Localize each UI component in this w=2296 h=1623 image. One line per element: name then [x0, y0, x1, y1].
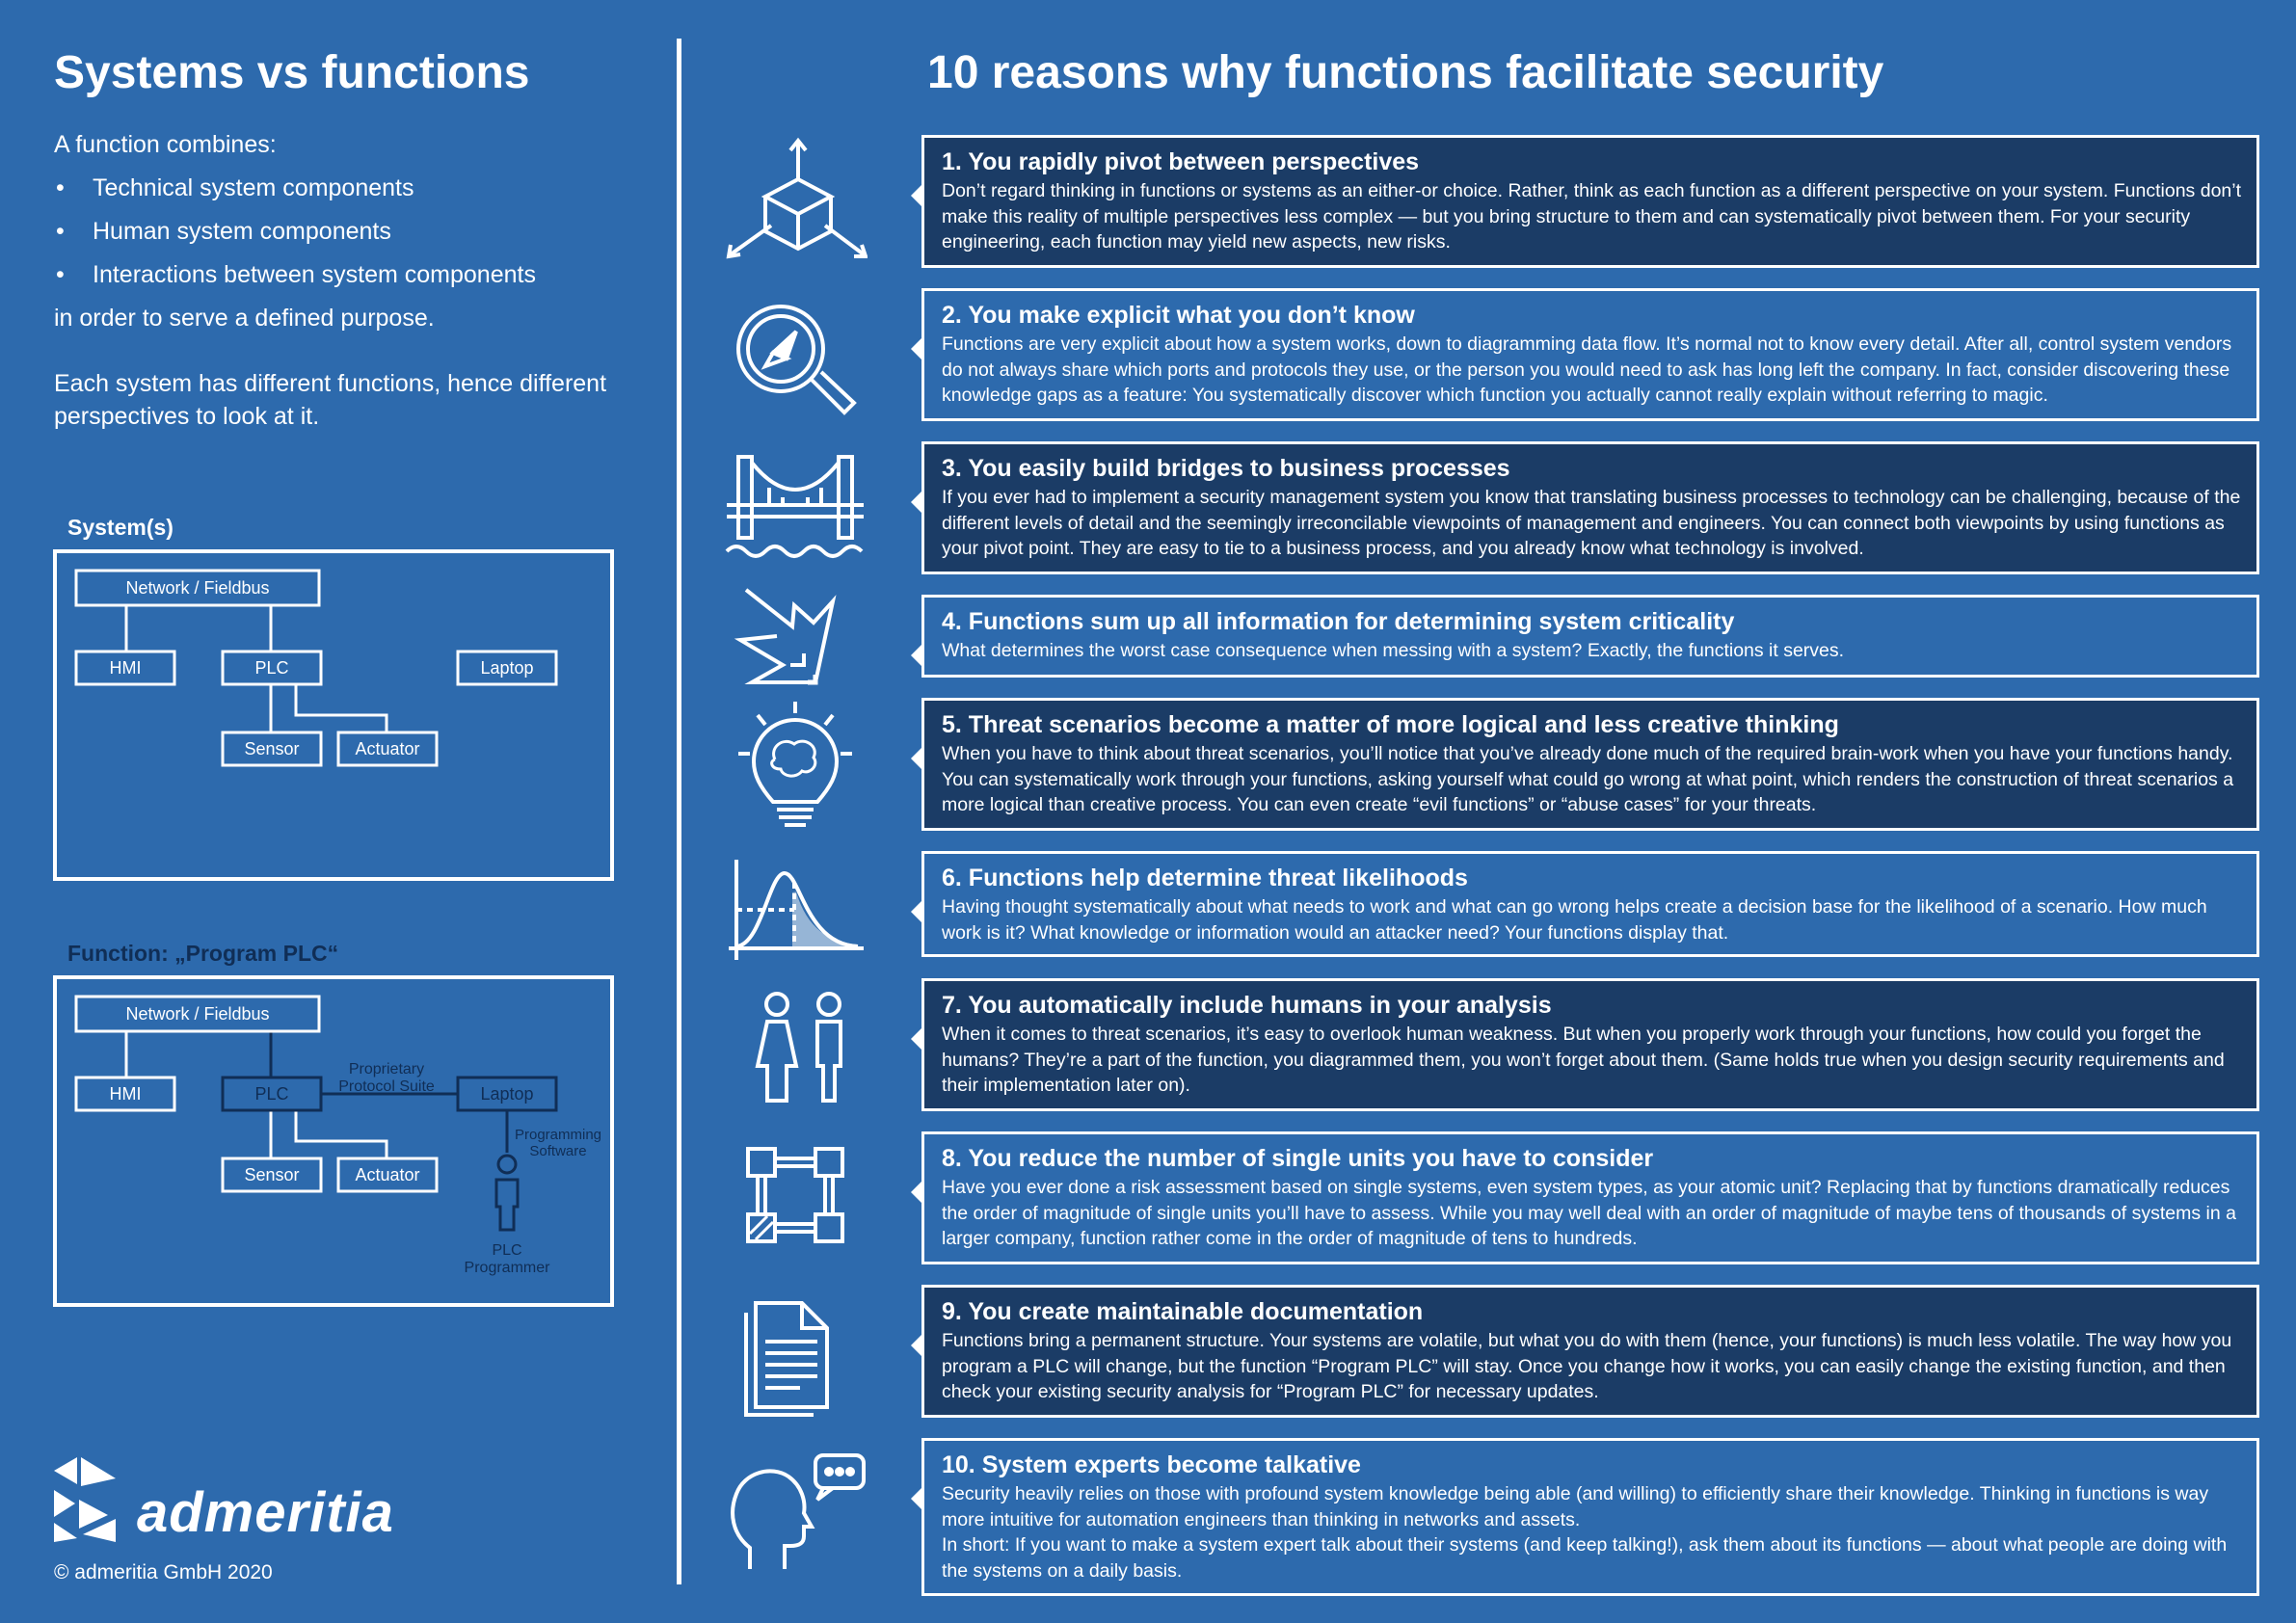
- svg-text:Sensor: Sensor: [244, 1165, 300, 1184]
- connected-units-icon: [723, 1137, 868, 1263]
- reason-8: [921, 1131, 2259, 1264]
- list-item: • Human system components: [54, 210, 652, 253]
- programmer-label: Programmer: [464, 1260, 550, 1276]
- documents-icon: [723, 1291, 868, 1417]
- brand-name: admeritia: [137, 1481, 394, 1544]
- reason-4: [921, 595, 2259, 678]
- reason-7: [921, 978, 2259, 1111]
- reason-2: [921, 288, 2259, 421]
- magnifier-compass-icon: [723, 295, 868, 420]
- bridge-icon: [723, 449, 868, 574]
- node-actuator: [338, 732, 437, 765]
- component-list: [54, 167, 652, 297]
- svg-text:PLC: PLC: [254, 1084, 289, 1104]
- svg-text:Network / Fieldbus: Network / Fieldbus: [125, 1004, 270, 1024]
- left-title: Systems vs functions: [54, 47, 530, 98]
- admeritia-logo-icon: [54, 1457, 116, 1542]
- reason-text: Having thought systematically about what needs to work and what can go wrong helps create a decision base for the likelihood of a scenario. How much work is it? What knowledge or information would an attacker need? Your functions display that.: [942, 896, 2207, 944]
- svg-text:Network / Fieldbus: Network / Fieldbus: [125, 578, 270, 598]
- reason-title: 6. Functions help determine threat likelihoods: [942, 865, 1468, 891]
- intro-text: [54, 123, 652, 433]
- svg-text:PLC: PLC: [254, 658, 289, 678]
- reason-1: [921, 135, 2259, 268]
- reason-text: Have you ever done a risk assessment based on single systems, even system types, as your atomic unit? Replacing that by functions dramatically reduces the order of magnitude of single units you’ll have to assess. While you may well deal with an order of magnitude of maybe tens of thousands of systems in a larger company, function rather come in the order of magnitude of tens to hundreds.: [942, 1177, 2236, 1249]
- reason-title: 2. You make explicit what you don’t know: [942, 302, 1415, 329]
- node-hmi: [76, 652, 174, 684]
- reason-text: What determines the worst case consequence when messing with a system? Exactly, the functions it serves.: [942, 640, 1845, 661]
- node-network: [76, 571, 319, 605]
- node-sensor: [223, 732, 321, 765]
- reason-title: 3. You easily build bridges to business processes: [942, 455, 1510, 482]
- list-item: • Technical system components: [54, 167, 652, 210]
- reason-text: When it comes to threat scenarios, it’s easy to overlook human weakness. But when you properly work through your functions, how could you forget the humans? They’re a part of the function, you diagrammed them, you won’t forget about them. (Same holds true when you design security requirements and their implementation later on).: [942, 1024, 2225, 1096]
- svg-text:Laptop: Laptop: [480, 1084, 534, 1104]
- reason-text: Functions bring a permanent structure. Your systems are volatile, but what you do with them (hence, your functions) is much less volatile. The way how you program a PLC will change, but the function “Program PLC” will stay. Once you change how it works, you can easily change the existing function, and then check your existing security analysis for “Program PLC” for necessary updates.: [942, 1330, 2232, 1402]
- node-laptop: [458, 652, 556, 684]
- right-title: 10 reasons why functions facilitate security: [927, 47, 1884, 98]
- impact-icon: [723, 582, 868, 707]
- protocol-label: Protocol Suite: [338, 1078, 435, 1095]
- reason-9: [921, 1285, 2259, 1418]
- node-laptop: [458, 1078, 556, 1110]
- reason-text: When you have to think about threat scenarios, you’ll notice that you’ve already done much of the required brain-work when you have your functions handy. You can systematically work through your functions, asking yourself what could go wrong at what point, which renders the construction of threat scenarios a more logical than creative process. You can even create “evil functions” or “abuse cases” for your threats.: [942, 743, 2234, 815]
- reason-3: [921, 441, 2259, 574]
- perspectives-text: Each system has different functions, hence different perspectives to look at it.: [54, 370, 607, 430]
- reason-title: 7. You automatically include humans in your analysis: [942, 992, 1552, 1019]
- reason-title: 5. Threat scenarios become a matter of more logical and less creative thinking: [942, 711, 1839, 738]
- svg-text:Actuator: Actuator: [355, 739, 420, 758]
- system-diagram: [53, 549, 616, 883]
- lightbulb-brain-icon: [723, 702, 868, 827]
- reason-title: 1. You rapidly pivot between perspectives: [942, 148, 1420, 175]
- node-sensor: [223, 1158, 321, 1191]
- svg-text:Laptop: Laptop: [480, 658, 534, 678]
- node-plc: [223, 1078, 321, 1110]
- node-plc: [223, 652, 321, 684]
- reason-title: 9. You create maintainable documentation: [942, 1298, 1424, 1325]
- software-label: Programming: [514, 1127, 602, 1143]
- reason-text: If you ever had to implement a security management system you know that translating business processes to technology can be challenging, because of the different levels of detail and the seemingly irreconcilable viewpoints of management and engineers. You can connect both viewpoints by using functions as your pivot point. They are easy to tie to a business process, and you already know what technology is involved.: [942, 487, 2241, 559]
- svg-text:Actuator: Actuator: [355, 1165, 420, 1184]
- reason-6: [921, 851, 2259, 957]
- reason-title: 8. You reduce the number of single units you have to consider: [942, 1145, 1654, 1172]
- svg-text:HMI: HMI: [109, 1084, 142, 1104]
- node-network: [76, 997, 319, 1031]
- people-icon: [723, 983, 868, 1108]
- svg-text:Sensor: Sensor: [244, 739, 300, 758]
- programmer-figure: [496, 1156, 518, 1230]
- column-divider: [677, 39, 681, 1584]
- protocol-label: Proprietary: [348, 1061, 425, 1078]
- list-item: • Interactions between system components: [54, 253, 652, 297]
- function-diagram-label: Function: „Program PLC“: [67, 941, 339, 966]
- talking-head-icon: [723, 1446, 868, 1571]
- programmer-label: PLC: [492, 1242, 522, 1259]
- reason-title: 4. Functions sum up all information for determining system criticality: [942, 608, 1735, 635]
- reason-text: Security heavily relies on those with profound system knowledge being able (and willing) to efficiently share their knowledge. Thinking in functions is way more intuitive for automation engineers than thinking in networks and assets. In short: If you want to make a system expert talk about their systems (and keep talking!), ask them about its functions — about what people are doing with the systems on a daily basis.: [942, 1483, 2228, 1582]
- node-hmi: [76, 1078, 174, 1110]
- system-diagram-label: System(s): [67, 515, 174, 540]
- software-label: Software: [529, 1143, 587, 1159]
- distribution-chart-icon: [723, 854, 868, 979]
- reason-10: [921, 1438, 2259, 1596]
- purpose-text: in order to serve a defined purpose.: [54, 305, 435, 332]
- reason-text: Functions are very explicit about how a system works, down to diagramming data flow. It’s normal not to know every detail. After all, control system vendors do not always share which ports and protocols they use, or the person you would need to ask has long left the company. In fact, consider discovering these knowledge gaps as a feature: You systematically discover which function you actually cannot really explain without referring to magic.: [942, 333, 2232, 406]
- intro-lead: A function combines:: [54, 131, 277, 158]
- function-diagram: [53, 975, 616, 1309]
- reason-text: Don’t regard thinking in functions or systems as an either-or choice. Rather, think as each function as a different perspective on your system. Functions don’t make this reality of multiple perspectives less complex — but you bring structure to them and can systematically pivot between them. For your security engineering, each function may yield new aspects, new risks.: [942, 180, 2242, 253]
- copyright: © admeritia GmbH 2020: [54, 1561, 273, 1583]
- cube-axes-icon: [723, 137, 868, 262]
- svg-text:HMI: HMI: [109, 658, 142, 678]
- reason-title: 10. System experts become talkative: [942, 1451, 1361, 1478]
- node-actuator: [338, 1158, 437, 1191]
- reason-5: [921, 698, 2259, 831]
